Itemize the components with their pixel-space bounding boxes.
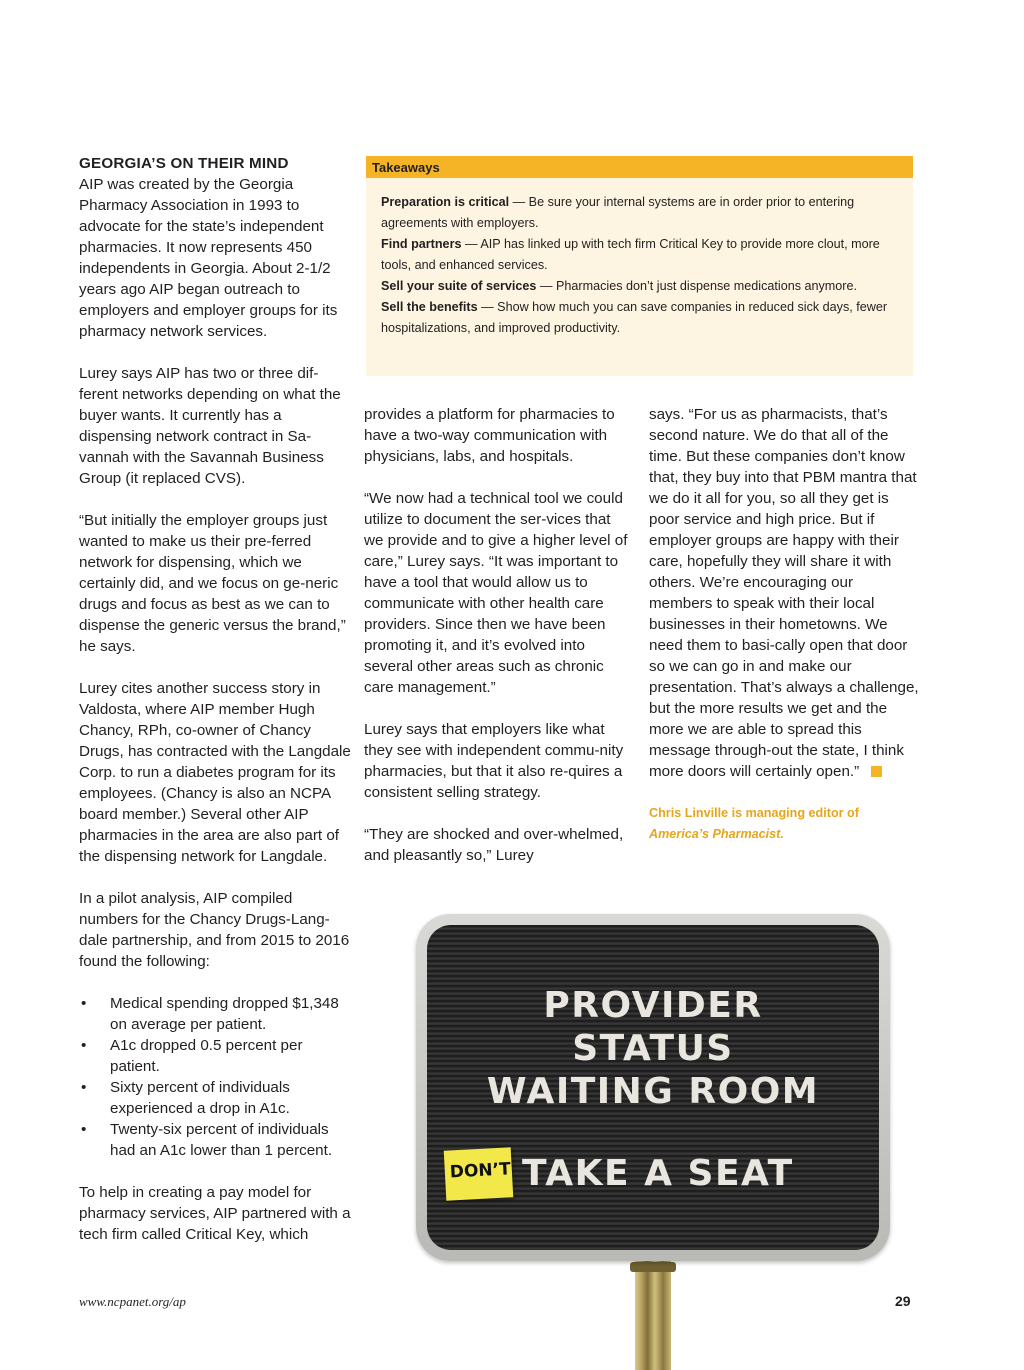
sticky-note: DON’T: [444, 1147, 514, 1200]
paragraph: “We now had a technical tool we could utilize to document the ser-vices that we provide and to give a higher level of care,” Lurey says. “It was important to have a tool that would allow us to communicate with other health care providers. Since then we have been promoting it, and it’s evolved into several other areas such as chronic care management.”: [364, 490, 628, 696]
paragraph: Lurey says that employers like what they see with independent commu-nity pharmacies, but that it also re-quires a consistent selling strategy.: [364, 721, 624, 801]
list-item: • Twenty-six percent of individuals had an A1c lower than 1 percent.: [81, 1121, 333, 1159]
author-credit: Chris Linville is managing editor of America’s Pharmacist.: [649, 806, 859, 841]
paragraph: Lurey cites another success story in Valdosta, where AIP member Hugh Chancy, RPh, co-owner of Chancy Drugs, has contracted with the Langdale Corp. to run a diabetes program for its employees. (Chancy is also an NCPA board member.) Several other AIP pharmacies in the area are also part of the dispensing network for Langdale.: [79, 680, 351, 865]
takeaway-item: Find partners — AIP has linked up with tech firm Critical Key to provide more clout, more tools, and enhanced services.: [381, 237, 880, 272]
page-number: 29: [895, 1293, 911, 1309]
paragraph: Lurey says AIP has two or three dif-ferent networks depending on what the buyer wants. It currently has a dispensing network contract in Sa-vannah with the Savannah Business Group (it replaced CVS).: [79, 365, 341, 487]
end-mark-icon: [871, 766, 882, 777]
list-item: • Sixty percent of individuals experienced a drop in A1c.: [81, 1079, 290, 1117]
bullet-icon: •: [81, 995, 87, 1012]
bullet-icon: •: [81, 1079, 87, 1096]
list-item: • Medical spending dropped $1,348 on average per patient.: [81, 995, 339, 1033]
findings-list: [79, 993, 351, 1161]
sign-line: STATUS: [572, 1028, 734, 1069]
article-column-2: [364, 404, 630, 887]
takeaways-title: Takeaways: [366, 156, 913, 178]
paragraph: To help in creating a pay model for pharmacy services, AIP partnered with a tech firm called Critical Key, which: [79, 1184, 351, 1243]
section-heading: GEORGIA’S ON THEIR MIND: [79, 155, 289, 172]
article-column-3: [649, 404, 919, 845]
sign-line: TAKE A SEAT: [522, 1153, 794, 1194]
paragraph: “But initially the employer groups just wanted to make us their pre-ferred network for dispensing, which we certainly did, and we focus on ge-neric drugs and focus as best as we can to dispense the generic versus the brand,” he says.: [79, 512, 346, 655]
bullet-icon: •: [81, 1037, 87, 1054]
letter-board-sign: [416, 914, 890, 1261]
footer-url: www.ncpanet.org/ap: [79, 1294, 186, 1309]
takeaways-body: [366, 178, 913, 339]
takeaway-item: Preparation is critical — Be sure your internal systems are in order prior to entering agreements with employers.: [381, 195, 855, 230]
sign-pole-collar: [630, 1262, 676, 1272]
takeaway-item: Sell the benefits — Show how much you can save companies in reduced sick days, fewer hospitalizations, and improved productivity.: [381, 300, 888, 335]
sign-photo: [416, 914, 890, 1370]
paragraph: In a pilot analysis, AIP compiled numbers for the Chancy Drugs-Lang-dale partnership, and from 2015 to 2016 found the following:: [79, 890, 350, 970]
paragraph: provides a platform for pharmacies to have a two-way communication with physicians, labs, and hospitals.: [364, 406, 615, 465]
publication-name: America’s Pharmacist.: [649, 827, 784, 841]
sign-line: WAITING ROOM: [486, 1071, 820, 1112]
paragraph: AIP was created by the Georgia Pharmacy Association in 1993 to advocate for the state’s independent pharmacies. It now represents 450 independents in Georgia. About 2-1/2 years ago AIP began outreach to employers and employer groups for its pharmacy network services.: [79, 176, 338, 340]
list-item: • A1c dropped 0.5 percent per patient.: [81, 1037, 303, 1075]
paragraph: “They are shocked and over-whelmed, and pleasantly so,” Lurey: [364, 826, 624, 864]
takeaway-item: Sell your suite of services — Pharmacies don’t just dispense medications anymore.: [381, 279, 857, 293]
bullet-icon: •: [81, 1121, 87, 1138]
sign-line: PROVIDER: [543, 985, 763, 1026]
takeaways-box: [366, 156, 913, 376]
letter-board-surface: [427, 925, 879, 1250]
article-column-1: [79, 153, 351, 1266]
paragraph: says. “For us as pharmacists, that’s second nature. We do that all of the time. But these companies don’t know that, they buy into that PBM mantra that we do it all for you, so all they get is poor service and high price. But if employer groups are happy with their care, hopefully they will share it with others. We’re encouraging our members to speak with their local businesses in their hometowns. We need them to basi-cally open that door so we can go in and make our presentation. That’s always a challenge, but the more results we get and the more we are able to spread this message through-out the state, I think more doors will certainly open.”: [649, 406, 919, 780]
